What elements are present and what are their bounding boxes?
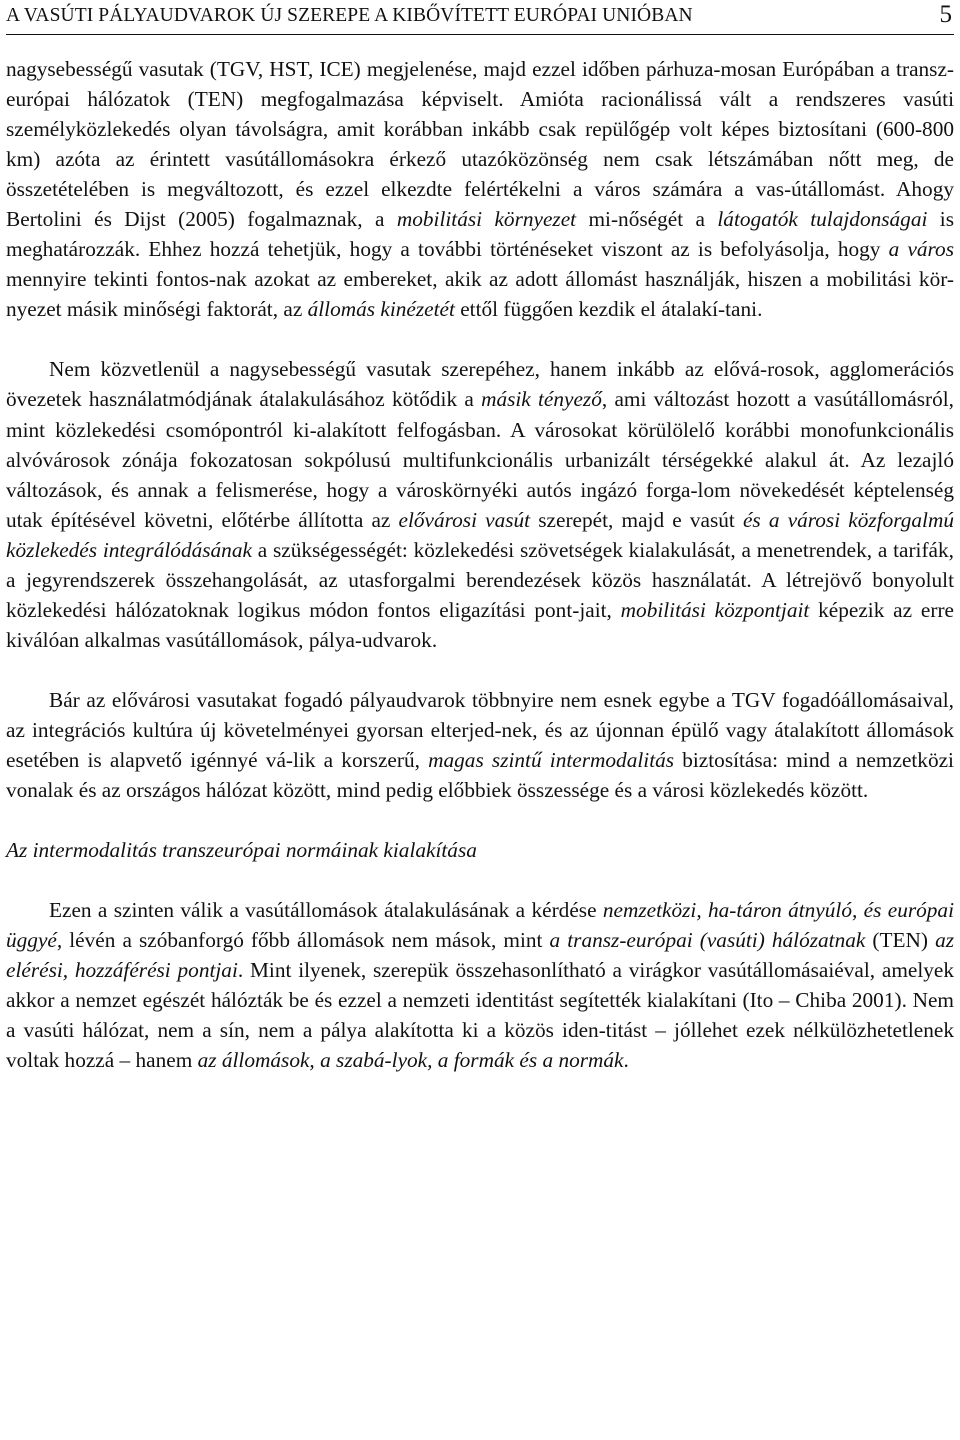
emphasis: másik tényező <box>481 387 602 412</box>
running-title: A VASÚTI PÁLYAUDVAROK ÚJ SZEREPE A KIBŐVÍTETT EURÓPAI UNIÓBAN <box>6 5 693 26</box>
paragraph-3 <box>6 685 954 805</box>
text-run: . Mint ilyenek, szerepük összehasonlítható a virágkor vasútállomásaiéval, amelyek akkor a nemzet egészét hálózták be és ezzel a nemzeti identitást segítették kialakítani (Ito – Chiba 2001). Nem a vasúti hálózat, nem a sín, nem a pálya alakította ki a közös iden-titást – jóllehet ezek nélkülözhetetlenek voltak hozzá – hanem <box>6 958 955 1073</box>
text-run: ettől függően kezdik el átalakí-tani. <box>454 297 763 322</box>
text-run: is meghatározzák. Ehhez hozzá tehetjük, hogy a további történéseket viszont az is befolyásolja, hogy <box>6 207 955 262</box>
emphasis: mobilitási környezet <box>396 207 577 232</box>
text-run: biztosítása: mind a nemzetközi vonalak és az országos hálózat között, mind pedig előbbiek összessége és a városi közlekedés között. <box>6 747 954 803</box>
paragraph-spacer <box>6 805 954 835</box>
paragraph-4 <box>6 895 954 1075</box>
emphasis: elővárosi vasút <box>398 507 531 532</box>
body-text <box>6 54 954 1075</box>
text-run: szerepét, majd e vasút <box>530 507 743 532</box>
paragraph-spacer <box>6 324 954 354</box>
text-run: képezik az erre kiválóan alkalmas vasútállomások, pálya-udvarok. <box>6 597 954 652</box>
emphasis: látogatók tulajdonságai <box>717 207 928 232</box>
text-run: mi-nőségét a <box>576 207 718 232</box>
text-run: . <box>623 1048 629 1073</box>
page-number: 5 <box>939 1 952 28</box>
text-run: , ami változást hozott a vasútállomásról, mint közlekedési csomópontról ki-alakított felfogásban. A városokat körülölelő korábbi monofunkcionális alvóvárosok zónája fokozatosan sokpólusú multifunkcionális urbanizált térségekké alakul át. Az lezajló változások, és annak a felismerése, hogy a városkörnyéki autós ingázó forga-lom növekedését képtelenség utak építésével követni, előtérbe állította az <box>6 387 954 532</box>
emphasis: a transz-európai (vasúti) hálózatnak <box>549 928 866 953</box>
emphasis: mobilitási központjait <box>620 597 810 622</box>
emphasis: az elérési, hozzáférési pontjai <box>6 928 955 983</box>
emphasis: a város <box>888 237 954 262</box>
emphasis: magas szintű intermodalitás <box>428 747 675 772</box>
text-run: Ezen a szinten válik a vasútállomások átalakulásának a kérdése <box>49 898 603 923</box>
paragraph-spacer <box>6 655 954 685</box>
emphasis: és a városi közforgalmú közlekedés integrálódásának <box>6 507 954 562</box>
text-run: a szükségességét: közlekedési szövetségek kialakulását, a menetrendek, a tarifák, a jegyrendszerek összehangolását, az utasforgalmi berendezések közös használatát. A létrejövő bonyolult közlekedési hálózatoknak logikus módon fontos eligazítási pont-jait, <box>6 537 954 622</box>
emphasis: állomás kinézetét <box>307 297 455 322</box>
emphasis: nemzetközi, ha-táron átnyúló, és európai üggyé, <box>6 898 954 953</box>
text-run: mennyire tekinti fontos-nak azokat az embereket, akik az adott állomást használják, hiszen a mobilitási kör-nyezet másik minőségi faktorát, az <box>6 267 954 322</box>
document-page <box>6 0 954 1075</box>
paragraph-1 <box>6 54 954 324</box>
paragraph-spacer <box>6 865 954 895</box>
running-header <box>6 0 954 35</box>
section-subheading: Az intermodalitás transzeurópai normáinak kialakítása <box>6 838 477 863</box>
paragraph-2 <box>6 354 954 654</box>
text-run: nagysebességű vasutak (TGV, HST, ICE) megjelenése, majd ezzel időben párhuza-mosan Európában a transz-európai hálózatok (TEN) megfogalmazása képviselt. Amióta racionálissá vált a rendszeres vasúti személyközlekedés olyan távolságra, amit korábban inkább csak repülőgép volt képes biztosítani (600-800 km) azóta az érintett vasútállomásokra érkező utazóközönség nem csak létszámában nőtt meg, de összetételében is megváltozott, és ezzel elkezdte felértékelni a város számára a vas-útállomást. Ahogy Bertolini és Dijst (2005) fogalmaznak, a <box>6 57 954 232</box>
text-run: (TEN) <box>865 928 936 953</box>
emphasis: az állomások, a szabá-lyok, a formák és a normák <box>197 1048 624 1073</box>
text-run: Bár az elővárosi vasutakat fogadó pályaudvarok többnyire nem esnek egybe a TGV fogadóállomásaival, az integrációs kultúra új követelményei gyorsan elterjed-nek, és az újonnan épülő vagy átalakított állomások esetében is alapvető igénnyé vá-lik a korszerű, <box>6 687 954 772</box>
text-run: lévén a szóbanforgó főbb állomások nem mások, mint <box>62 928 550 953</box>
text-run: Nem közvetlenül a nagysebességű vasutak szerepéhez, hanem inkább az elővá-rosok, agglomerációs övezetek használatmódjának átalakulásához kötődik a <box>6 357 954 412</box>
